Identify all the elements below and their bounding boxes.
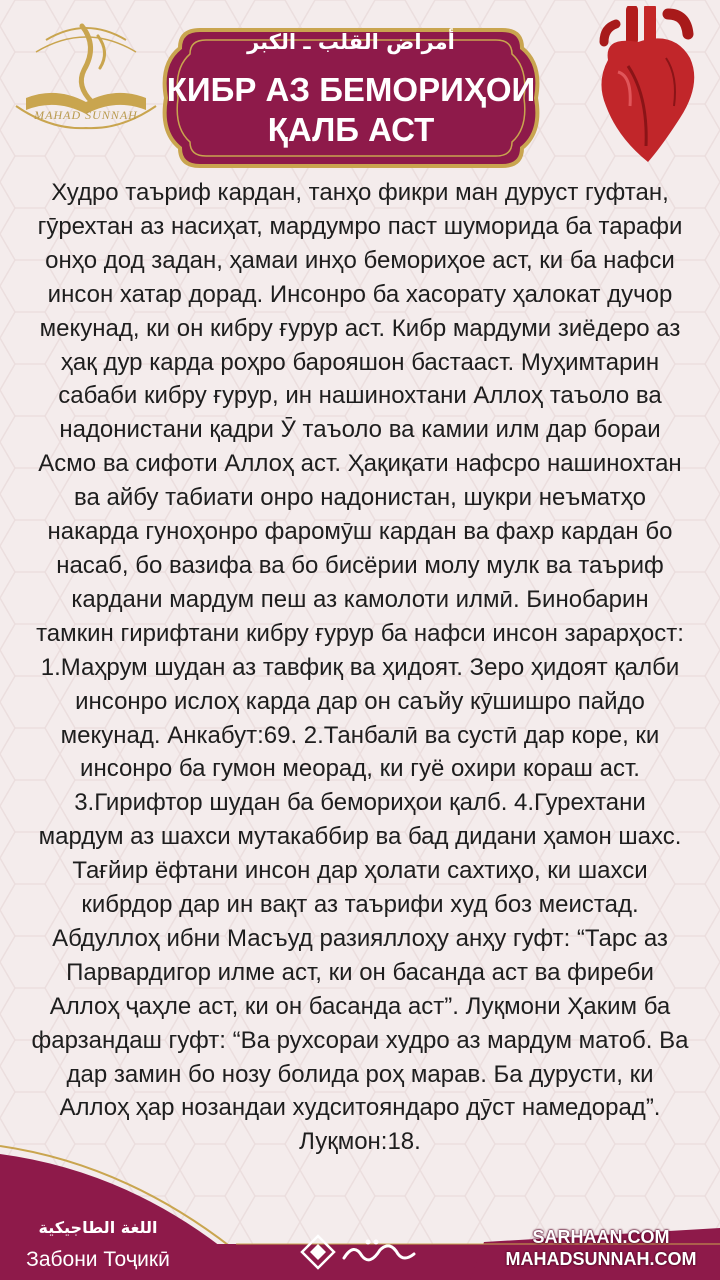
article-paragraph-2: 1.Маҳрум шудан аз тавфиқ ва ҳидоят. Зеро ҳидоят қалби инсонро ислоҳ карда дар он саъйу кӯшишро пайдо мекунад. Анкабут:69. 2.Танбалӣ ва сустӣ дар коре, ки инсонро ба гумон меорад, ки гуё охири кораш аст. 3.Гирифтор шудан ба бемориҳои қалб. 4.Гурехтани мардум аз шахси мутакаббир ва бад дидани ҳамон шахс. Тағйир ёфтани инсон дар ҳолати сахтиҳо, ки шахси кибрдор дар ин вақт аз таърифи худ боз меистад. Абдуллоҳ ибни Масъуд разияллоҳу анҳу гуфт: “Тарс аз Парвардигор илме аст, ки он басанда аст ва фиреби Аллоҳ ҷаҳле аст, ки он басанда аст”. Луқмони Ҳаким ба фарзандаш гуфт: “Ва рухсораи худро аз мардум матоб. Ва дар замин бо нозу болида роҳ марав. Ба дурусти, ки Аллоҳ ҳар нозандаи худситояндаро дӯст намедорад”. Луқмон:18. [31, 653, 689, 1156]
footer-websites [488, 1226, 714, 1270]
website-link-sarhaan[interactable]: SARHAAN.COM [532, 1227, 670, 1247]
banner-arabic-subtitle: أمراض القلب ـ الكبر [247, 30, 455, 54]
logo-text: MAHAD SUNNAH [34, 108, 138, 122]
footer-language-tajik: Забони Тоҷикӣ [26, 1248, 170, 1271]
title-line-2: ҚАЛБ АСТ [267, 111, 435, 148]
title-line-1: КИБР АЗ БЕМОРИҲОИ [166, 71, 536, 108]
page-title [160, 70, 542, 150]
sarhaan-logo-icon [296, 1232, 420, 1272]
website-link-mahadsunnah[interactable]: MAHADSUNNAH.COM [505, 1249, 697, 1269]
article-body [30, 176, 690, 1159]
mahad-sunnah-logo-icon [6, 6, 166, 156]
footer-language-arabic: اللغة الطاجيكية [38, 1218, 158, 1237]
article-paragraph-1: Худро таъриф кардан, танҳо фикри ман дуруст гуфтан, гӯрехтан аз насиҳат, мардумро паст шуморида ба тарафи онҳо дод задан, ҳамаи инҳо бемориҳое аст, ки ба нафси инсон хатар дорад. Инсонро ба хасорату ҳалокат дучор мекунад, ки он кибру ғурур аст. Кибр мардуми зиёдеро аз ҳақ дур карда роҳро барояшон бастааст. Муҳимтарин сабаби кибру ғурур, ин нашинохтани Аллоҳ таъоло ва надонистани қадри Ӯ таъоло ва камии илм дар бораи Асмо ва сифоти Аллоҳ аст. Ҳақиқати нафсро нашинохтан ва айбу табиати онро надонистан, шукри неъматҳо накарда гуноҳонро фаромӯш кардан ва фахр кардан бо насаб, бо вазифа ва бо бисёрии молу мулк ва таъриф кардани мардум пеш аз камолоти илмӣ. Бинобарин тамкин гирифтани кибру ғурур ба нафси инсон зарарҳост: [36, 179, 684, 647]
anatomical-heart-icon [588, 6, 704, 164]
